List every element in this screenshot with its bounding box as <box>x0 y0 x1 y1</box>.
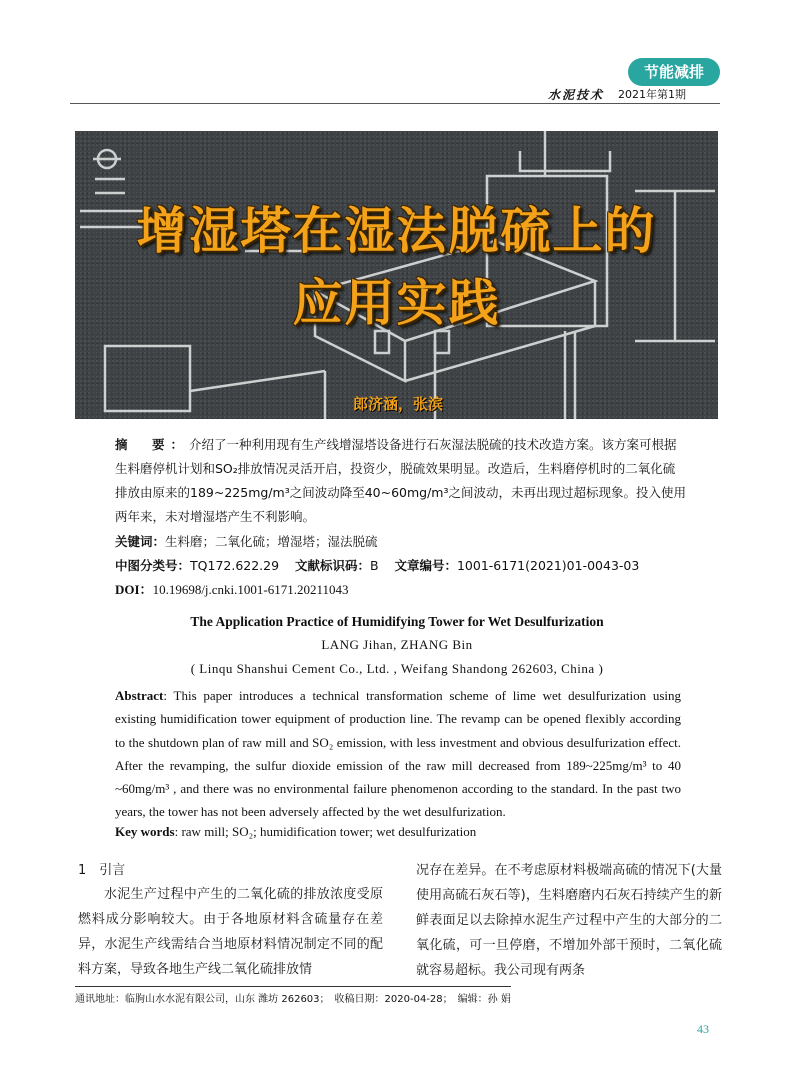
english-abstract-label: Abstract <box>115 688 164 703</box>
section-badge: 节能减排 <box>628 58 720 86</box>
english-keywords-text: : raw mill; SO₂; humidification tower; wet desulfurization <box>174 824 477 839</box>
classification-line <box>115 554 715 578</box>
article-number-label: 文章编号： <box>394 558 457 573</box>
keywords-cn <box>115 530 687 554</box>
journal-issue: 2021年第1期 <box>618 88 686 101</box>
abstract-cn-text: 介绍了一种利用现有生产线增湿塔设备进行石灰湿法脱硫的技术改造方案。该方案可根据生料磨停机计划和SO₂排放情况灵活开启，投资少，脱硫效果明显。改造后，生料磨停机时的二氧化硫排放由原来的189~225mg/m³之间波动降至40~60mg/m³之间波动，未再出现过超标现象。投入使用两年来，未对增湿塔产生不利影响。 <box>115 437 686 524</box>
article-number-value: 1001-6171(2021)01-0043-03 <box>456 558 640 573</box>
doc-code-value: B <box>369 558 379 573</box>
body-right-column: 况存在差异。在不考虑原材料极端高硫的情况下(大量使用高硫石灰石等)，生料磨磨内石灰石持续产生的新鲜表面足以去除掉水泥生产过程中产生的大部分的二氧化硫，可一旦停磨，不增加外部干预时，二氧化硫就容易超标。我公司现有两条 <box>416 863 722 978</box>
banner-authors: 郎济涵，张滨 <box>353 395 444 413</box>
page-number: 43 <box>697 1022 709 1036</box>
keywords-cn-text: 生料磨；二氧化硫；增湿塔；湿法脱硫 <box>165 534 378 549</box>
section-heading: 1 引言 <box>78 863 126 878</box>
english-authors: LANG Jihan, ZHANG Bin <box>321 637 473 652</box>
english-keywords-label: Key words <box>115 824 175 839</box>
english-title: The Application Practice of Humidifying Tower for Wet Desulfurization <box>190 614 604 629</box>
title-banner <box>75 131 718 419</box>
english-abstract-text: : This paper introduces a technical transformation scheme of lime wet desulfurization using existing humidification tower equipment of production line. The revamp can be opened flexibly according to the shutdown plan of raw mill and SO₂ emission, with less investment and obvious desulfurization effect. After the revamping, the sulfur dioxide emission of the raw mill decreased from 189~225mg/m³ to 40 ~60mg/m³ , and there was no environmental failure phenomenon according to the standard. In the past two years, the tower has not been adversely affected by the wet desulfurization. <box>115 688 681 820</box>
body-left-column: 水泥生产过程中产生的二氧化硫的排放浓度受原燃料成分影响较大。由于各地原材料含硫量存在差异，水泥生产线需结合当地原材料情况制定不同的配料方案，导致各地生产线二氧化硫排放情 <box>78 887 383 977</box>
doi-label: DOI： <box>115 582 153 597</box>
header-divider <box>70 103 720 104</box>
keywords-cn-label: 关键词： <box>115 534 166 549</box>
doc-code-label: 文献标识码： <box>294 558 370 573</box>
journal-name: 水泥技术 <box>548 88 605 102</box>
english-abstract <box>115 684 681 824</box>
clc-value: TQ172.622.29 <box>190 558 280 573</box>
english-keywords <box>115 824 685 840</box>
doi-value[interactable]: 10.19698/j.cnki.1001-6171.20211043 <box>152 582 349 597</box>
abstract-cn <box>115 433 687 529</box>
footnote-divider <box>75 986 511 987</box>
banner-title-line1: 增湿塔在湿法脱硫上的 <box>136 202 657 260</box>
clc-label: 中图分类号： <box>115 558 191 573</box>
english-affiliation: ( Linqu Shanshui Cement Co., Ltd. , Weifang Shandong 262603, China ) <box>190 661 604 676</box>
footnote: 通讯地址：临朐山水水泥有限公司，山东 潍坊 262603； 收稿日期：2020-04-28； 编辑：孙 娟 <box>75 994 511 1005</box>
abstract-cn-label: 摘 要： <box>115 437 190 452</box>
banner-title-line2: 应用实践 <box>292 274 501 332</box>
doi-line <box>115 578 715 602</box>
